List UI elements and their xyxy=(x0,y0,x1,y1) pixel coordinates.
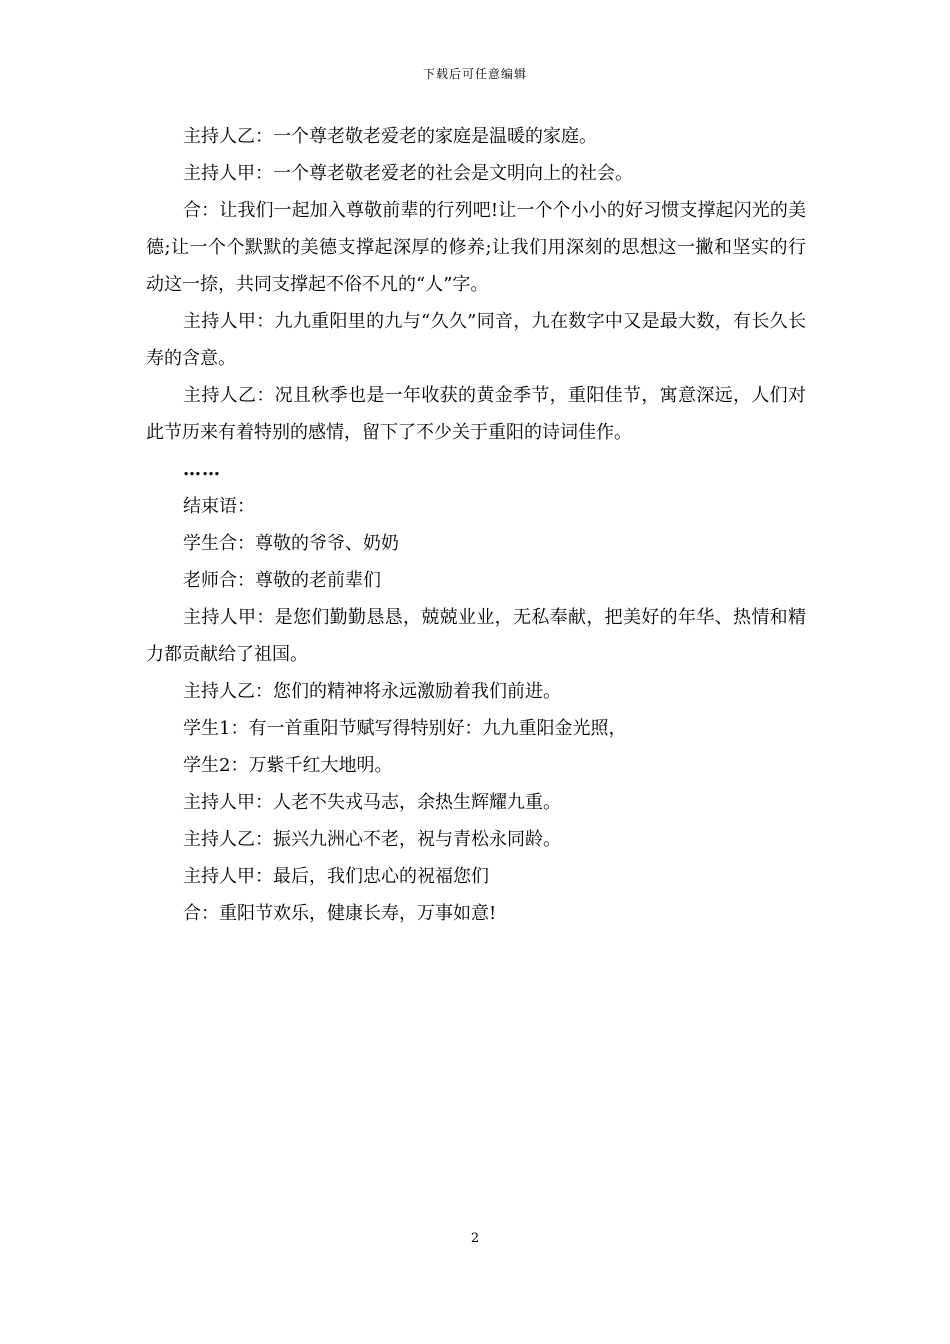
paragraph: 合：让我们一起加入尊敬前辈的行列吧!让一个个小小的好习惯支撑起闪光的美德;让一个个默默的美德支撑起深厚的修养;让我们用深刻的思想这一撇和坚实的行动这一捺，共同支撑起不俗不凡的“人”字。 xyxy=(146,200,806,295)
paragraph: 主持人甲：九九重阳里的九与“久久”同音，九在数字中又是最大数，有长久长寿的含意。 xyxy=(146,311,806,369)
page-header: 下载后可任意编辑 xyxy=(422,67,527,81)
paragraph: 主持人乙：一个尊老敬老爱老的家庭是温暖的家庭。 xyxy=(183,126,597,147)
paragraph: 合：重阳节欢乐，健康长寿，万事如意! xyxy=(183,903,497,924)
paragraph: 主持人乙：您们的精神将永远激励着我们前进。 xyxy=(183,681,561,702)
paragraph: 主持人甲：是您们勤勤恳恳，兢兢业业，无私奉献，把美好的年华、热情和精力都贡献给了祖国。 xyxy=(146,607,806,665)
paragraph: 主持人甲：人老不失戎马志，余热生辉耀九重。 xyxy=(183,792,561,813)
document-body xyxy=(146,118,806,932)
paragraph: 学生2：万紫千红大地明。 xyxy=(183,755,393,776)
closing-remarks-heading: 结束语： xyxy=(183,496,255,517)
paragraph: 主持人甲：一个尊老敬老爱老的社会是文明向上的社会。 xyxy=(183,163,633,184)
paragraph: 主持人甲：最后，我们忠心的祝福您们 xyxy=(183,866,489,887)
paragraph: 学生合：尊敬的爷爷、奶奶 xyxy=(183,533,399,554)
paragraph: 老师合：尊敬的老前辈们 xyxy=(183,570,381,591)
paragraph: 主持人乙：况且秋季也是一年收获的黄金季节，重阳佳节，寓意深远，人们对此节历来有着特别的感情，留下了不少关于重阳的诗词佳作。 xyxy=(146,385,806,443)
paragraph: 主持人乙：振兴九洲心不老，祝与青松永同龄。 xyxy=(183,829,561,850)
paragraph: 学生1：有一首重阳节赋写得特别好：九九重阳金光照， xyxy=(183,718,627,739)
page-number: 2 xyxy=(470,1231,480,1246)
ellipsis-separator: …… xyxy=(183,459,221,480)
